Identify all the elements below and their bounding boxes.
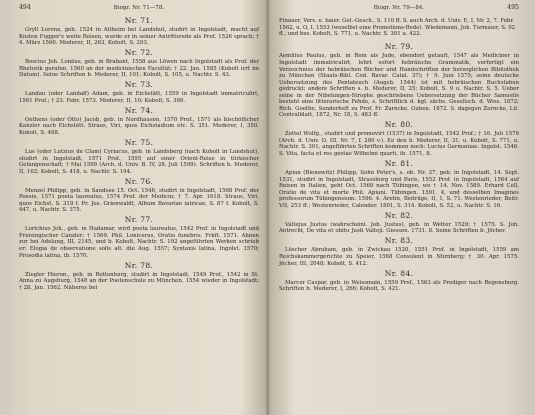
continuation-paragraph: [279, 18, 519, 38]
biography-entry: [19, 178, 259, 214]
biography-entry: [19, 216, 259, 259]
biography-entry: [279, 43, 519, 118]
right-running-head: [279, 5, 519, 13]
entry-number-heading: Nr. 84.: [384, 268, 414, 278]
entry-text: Apian (Bienewitz) Philipp, Sohn Peter's, s. ob. Nr. 37, geb. in Ingolstadt, 14. Sept. 1531, studirt in Ingolstadt, Strassburg und Paris, 1552 Prof. in Ingolstadt, 1564 auf Reisen in Italien, geht Oct. 1569 nach Tübingen, wo † 14. Nov. 1589. Erhard Cell, Oratio de vita et morte Phil. Apiani. Tübingen. 1591. 4, und desselben Imagines professorum Tübingensium. 1596. 4. Aretin, Beiträge, II, 1, S. 71. Westenrieder, Beitr. VII, 253 ff.; Westenrieder, Calender. 1801, S. 314. Kobolt, S. 52, u. Nachtr. S. 16.: [279, 170, 519, 209]
biography-entry: [279, 212, 519, 235]
entry-text: Löscher Abraham, geb. in Zwickau 1520, 1551 Prof. in Ingolstadt, 1559 am Reichskammergerichte zu Speier, 1568 Consulent in Nürnberg; † 30. Apr. 1575. Jöcher, III, 2048; Kobolt, S. 412.: [279, 247, 519, 267]
left-running-title: Biogr. Nr. 71—78.: [113, 5, 165, 11]
entry-number-heading: Nr. 74.: [124, 105, 154, 115]
right-page: [268, 0, 535, 415]
entry-number-heading: Nr. 78.: [124, 260, 154, 270]
entry-text: Oethens (oder Otto) Jacob, geb. in Nordhausen, 1570 Prof., 1571 als bischöflicher Kanzler nach Eichstätt. Straus, Viri, quos Eichstadium etc. S. 351. Mederer, I, 350. Kobolt, S. 488.: [19, 116, 259, 136]
entry-text: Aemilius Paulus, geb. in Rom als Jude, ebendort getauft, 1547 als Mediciner in Ingolstadt immatriculirt, lehrt sofort hebräische Grammatik, verfertigt ein Verzeichniss der hebräischen Bücher und Handschriften der herzoglichen Bibliothek zu München (Staats-Bibl. Cod. Bavar. Catal. 37); † 9. Juni 1575; seine deutsche Uebersetzung des Pentateuch (Augsb. 1544) ist mit hebräischen Buchstaben gedruckt; andere Schriften s. b. Mederer, II, 25; Kobolt, S. 9 u. Nachtr. S. 5. Ueber seine in der Nibelungen-Strophe geschriebene Uebersetzung der Bücher Samuelis besteht eine litterarische Fehde, s. Schriftlich d. kgl. sächs. Gesellsch. d. Wiss. 1872; Rich. Goethe, Sonderheft zu Prof. Fr. Zarncke, Guben. 1872. S. dagegen Zarncke, Lit. Centralblatt, 1872, Nr. 18, S. 483 ff.: [279, 53, 519, 119]
entry-number-heading: Nr. 75.: [124, 138, 154, 148]
entry-text: Marcer Caspar, geb. in Weissmain, 1559 Prof., 1563 als Prediger nach Regensburg. Schriften b. Mederer, I, 266; Kobolt, S. 421.: [279, 279, 519, 293]
entry-text: Zettel Wolfg., studirt und promovirt (1537) in Ingolstadt, 1542 Prof.; † 16. Juli 1576 (Arch. d. Univ. D, III, Nr. 7, f. 280 v.). Ee den b. Mederer, II, 31, u. Kobolt, S. 771, u. Nachtr. S. 301, angeführten Schriften kommen noch: Lucius Germaniae. Ingolst. 1546. S. Vita, facta et res gestae Wilhelmi quarti, ib. 1571, 8.: [279, 131, 519, 158]
entry-number-heading: Nr. 83.: [384, 236, 414, 246]
right-page-number: 495: [507, 4, 519, 11]
biography-entry: [19, 107, 259, 137]
biography-entry: [279, 160, 519, 209]
entry-number-heading: Nr. 79.: [384, 42, 414, 52]
entry-number-heading: Nr. 71.: [124, 16, 154, 25]
biography-entry: [19, 49, 259, 79]
biography-entry: [279, 270, 519, 293]
right-running-title: Biogr. Nr. 79—84.: [373, 5, 425, 11]
entry-number-heading: Nr. 81.: [384, 159, 414, 169]
left-page: [0, 0, 267, 415]
biography-entry: [279, 237, 519, 267]
biography-entry: [19, 262, 259, 292]
entry-text: Boscius Joh. Lonäus, geb. in Brabant, 1558 aus Löwen nach Ingolstadt als Prof. der Rhetorik gerufen, 1560 an der medicinischen Facultät; † 22. Jan. 1585 (Kobolt irrt im Datum). Seine Schriften b. Mederer, II, 101; Kobolt, S. 105, u. Nachtr. S. 43.: [19, 59, 259, 79]
entry-text: Lorichius Joh., geb. in Hadamar, wird poeta laureatus, 1542 Prof. in Ingolstadt und Freisingischer Canzler; † 1569. Phil. Lonicerus, Oratio funebris. Frkft. 1571. Ahnen zur bei Adelung, III, 2145, und b. Kobolt, Nachtr. S. 192 angeführten Werken schrieb er: Elogia de observatione solis alt. die Aug. 1557; Syntaxis latina, Ingolst. 1570; Prosodia latina, ib. 1570.: [19, 226, 259, 259]
entry-text: Valtejus Justus (wahrscheinl. Joh. Justus), geb. in Wetter 1529; † 1575. S. Joh. Antrecht, De vita et obitu Justi Valteji. Giessen. 1731. 8. Seine Schriften b. Jöcher.: [279, 221, 519, 235]
right-entries: [279, 43, 519, 292]
entry-number-heading: Nr. 77.: [124, 215, 154, 225]
entry-text: Landau (oder Landaff) Adam, geb. in Eichstätt, 1559 in Ingolstadt immatriculirt, 1561 Prof.; † 23. Febr. 1573. Mederer, II, 10; Kobolt, S. 389.: [19, 91, 259, 104]
biography-entry: [279, 121, 519, 157]
left-entries: [19, 17, 259, 291]
entry-text: Lus (oder Lutzius de Clam) Cyriacus, geb. in Landsberg (nach Kobolt in Landshut), studirt in Ingolstadt, 1571 Prof., 1595 auf einer Orient-Reise in türkischer Gefangenschaft; † Mai 1599 (Arch. d. Univ. B. IV, 28. Juli 1599). Schriften b. Mederer, II, 162; Kobolt, S. 418, u. Nachtr. S. 194.: [19, 149, 259, 175]
biography-entry: [19, 139, 259, 175]
entry-number-heading: Nr. 76.: [124, 176, 154, 186]
entry-number-heading: Nr. 80.: [384, 120, 414, 130]
entry-text: Menzel Philipp, geb. in Sandsee 15. Oct. 1546, studirt in Ingolstadt, 1568 Prof. der Poesie, 1571 poeta laureatus, 1574 Prof. der Medicin; † 7. Apr. 1618. Straus, Viri, quos Eichst. S. 319 f. Pr. Jos. Grienwaldt, Album Bavariae iatricae, S. 87 f. Kobolt, S. 447, u. Nachtr. S. 375.: [19, 187, 259, 214]
continuation-text: Finauer, Vers. e. baier. Gel.-Gesch., S. 110 ff. S. auch Arch. d. Univ. E, I, Nr. 2, 7. Febr. 1562, u. O, I, 1553 (woselbst eine Promotions-Rede). Wiedemann, Joh. Turmaier, S. 92 ff., und bes. Kobolt, S. 771, u. Nachtr. S. 301 u. 422.: [279, 18, 516, 38]
entry-number-heading: Nr. 72.: [124, 48, 154, 58]
biography-entry: [19, 81, 259, 104]
entry-text: Gryll Lorenz, geb. 1524 in Altheim bei Landshut, studirt in Ingolstadt, macht auf Kosten Fugger's weite Reisen, wurde er in seiner Antrittsrede als Prof. 1526 sprach; † 4. März 1560. Mederer, II, 263, Kobolt, S. 293.: [19, 27, 259, 47]
left-page-number: 494: [19, 4, 31, 11]
entry-number-heading: Nr. 82.: [384, 210, 414, 220]
biography-entry: [19, 17, 259, 47]
entry-number-heading: Nr. 73.: [124, 80, 154, 90]
entry-text: Ziegler Hieron., geb. in Rottenburg, studirt in Ingolstadt, 1549 Prof., 1542 in St. Anna zu Augsburg, 1548 an der Poetenschule zu München, 1554 wieder in Ingolstadt; † 28. Jan. 1562. Näheres bei: [19, 271, 259, 291]
left-running-head: [19, 5, 259, 13]
